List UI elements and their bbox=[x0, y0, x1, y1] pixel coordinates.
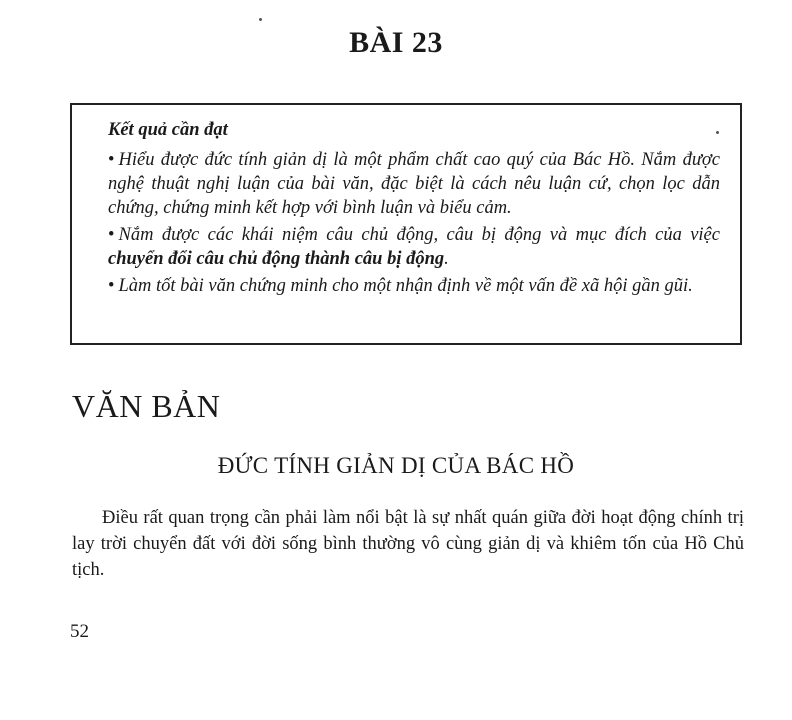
outcome-item-text: Làm tốt bài văn chứng minh cho một nhận định về một vấn đề xã hội gần gũi. bbox=[118, 276, 693, 296]
bullet-icon: • bbox=[108, 225, 115, 245]
lesson-title: BÀI 23 bbox=[349, 26, 443, 59]
text-title: ĐỨC TÍNH GIẢN DỊ CỦA BÁC HỒ bbox=[217, 453, 575, 478]
outcome-item-text: Nắm được các khái niệm câu chủ động, câu bị động và mục đích của việc bbox=[118, 225, 720, 245]
outcome-item-text-end: . bbox=[444, 249, 449, 269]
learning-outcomes-box bbox=[70, 103, 742, 345]
outcome-item-3 bbox=[108, 274, 720, 298]
body-paragraph: Điều rất quan trọng cần phải làm nổi bật là sự nhất quán giữa đời hoạt động chính trị lay trời chuyển đất với đời sống bình thường vô cùng giản dị và khiêm tốn của Hồ Chủ tịch. bbox=[72, 508, 744, 580]
outcomes-heading: Kết quả cần đạt bbox=[108, 120, 228, 140]
outcome-item-1 bbox=[108, 148, 720, 220]
section-heading: VĂN BẢN bbox=[72, 388, 221, 424]
bullet-icon: • bbox=[108, 150, 115, 170]
outcome-item-2 bbox=[108, 223, 720, 271]
bullet-icon: • bbox=[108, 276, 115, 296]
outcome-item-emphasis: chuyển đổi câu chủ động thành câu bị động bbox=[108, 249, 445, 269]
outcome-item-text: Hiểu được đức tính giản dị là một phẩm chất cao quý của Bác Hồ. Nắm được nghệ thuật nghị luận của bài văn, đặc biệt là cách nêu luận cứ, chọn lọc dẫn chứng, chứng minh kết hợp với bình luận và biểu cảm. bbox=[108, 150, 720, 218]
page-number: 52 bbox=[70, 621, 89, 642]
scan-speck bbox=[259, 18, 262, 21]
